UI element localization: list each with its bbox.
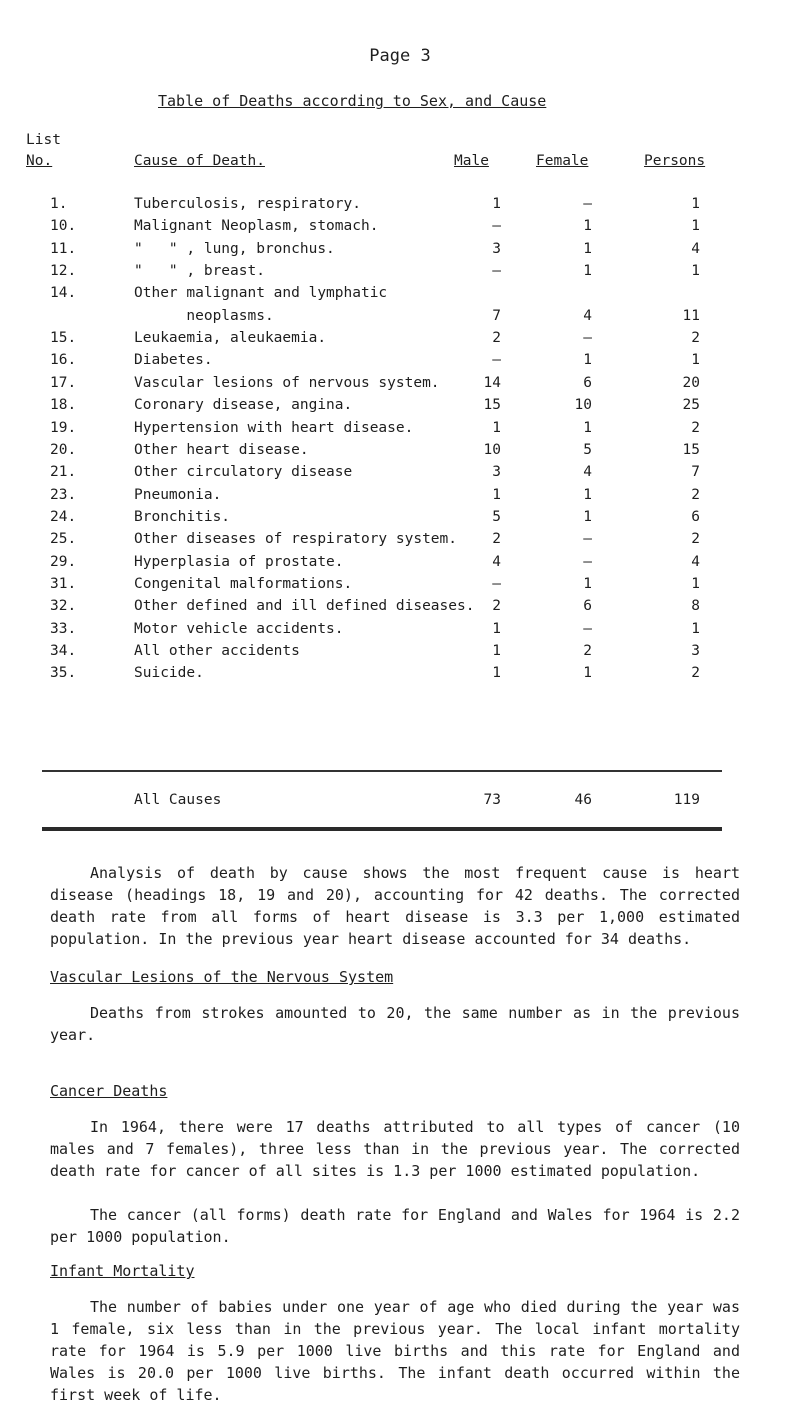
row-number: 17.: [50, 374, 77, 391]
row-female: –: [583, 620, 592, 637]
table-row: [0, 196, 800, 218]
row-persons: 4: [691, 553, 700, 570]
column-header-male: Male: [454, 153, 489, 169]
row-number: 1.: [50, 196, 68, 212]
table-row: [0, 330, 800, 352]
table-row: [0, 576, 800, 598]
row-male: –: [492, 575, 501, 592]
row-persons: 2: [691, 486, 700, 503]
row-female: 4: [583, 464, 592, 481]
row-number: 24.: [50, 508, 77, 525]
row-number: 10.: [50, 218, 77, 235]
row-persons: 15: [682, 441, 700, 458]
row-cause: Malignant Neoplasm, stomach.: [134, 218, 379, 235]
row-male: 14: [483, 374, 501, 391]
row-number: 16.: [50, 352, 77, 369]
row-male: 15: [483, 397, 501, 414]
row-cause: Diabetes.: [134, 352, 213, 369]
table-row: [0, 285, 800, 307]
row-female: –: [583, 196, 592, 212]
row-cause: Hypertension with heart disease.: [134, 419, 414, 436]
row-persons: 2: [691, 665, 700, 682]
row-cause: Other diseases of respiratory system.: [134, 531, 458, 548]
row-female: 1: [583, 575, 592, 592]
row-cause: Congenital malformations.: [134, 575, 353, 592]
row-persons: 6: [691, 508, 700, 525]
row-male: 3: [492, 240, 501, 257]
table-row: [0, 352, 800, 374]
row-female: 1: [583, 419, 592, 436]
row-male: 2: [492, 598, 501, 615]
table-row: [0, 665, 800, 687]
table-title: Table of Deaths according to Sex, and Cause: [158, 92, 547, 110]
row-persons: 1: [691, 263, 700, 280]
total-persons: 119: [673, 792, 700, 808]
row-cause: " " , lung, bronchus.: [134, 240, 335, 257]
vascular-heading: Vascular Lesions of the Nervous System: [50, 968, 394, 986]
cancer-heading: Cancer Deaths: [50, 1082, 168, 1100]
infant-heading: Infant Mortality: [50, 1262, 195, 1280]
row-number: 11.: [50, 240, 77, 257]
row-male: 2: [492, 330, 501, 347]
row-persons: 8: [691, 598, 700, 615]
row-number: 25.: [50, 531, 77, 548]
row-cause: " " , breast.: [134, 263, 265, 280]
row-persons: 1: [691, 620, 700, 637]
row-cause: Other circulatory disease: [134, 464, 353, 481]
table-row: [0, 487, 800, 509]
row-persons: 1: [691, 352, 700, 369]
row-persons: 25: [682, 397, 700, 414]
row-male: 1: [492, 643, 501, 659]
row-cause: Pneumonia.: [134, 486, 222, 503]
total-label: All Causes: [134, 792, 222, 808]
table-total-row: [0, 792, 800, 814]
row-cause: Coronary disease, angina.: [134, 397, 353, 414]
row-number: 18.: [50, 397, 77, 414]
total-male: 73: [483, 792, 501, 808]
row-male: 4: [492, 553, 501, 570]
row-cause: Other heart disease.: [134, 441, 309, 458]
table-row: [0, 308, 800, 330]
table-row: [0, 621, 800, 643]
row-male: 1: [492, 620, 501, 637]
cancer-paragraph-1: In 1964, there were 17 deaths attributed to all types of cancer (10 males and 7 females), three less than in the previous year. The corrected death rate for cancer of all sites is 1.3 per 1000 estimated population.: [50, 1118, 740, 1180]
row-persons: 1: [691, 218, 700, 235]
table-row: [0, 554, 800, 576]
table-divider-bottom: [42, 827, 722, 831]
row-male: 2: [492, 531, 501, 548]
table-row: [0, 420, 800, 442]
row-persons: 20: [682, 374, 700, 391]
row-persons: 3: [691, 643, 700, 659]
infant-paragraph: The number of babies under one year of age who died during the year was 1 female, six less than in the previous year. The local infant mortality rate for 1964 is 5.9 per 1000 live births and this rate for England and Wales is 20.0 per 1000 live births. The infant death occurred within the first week of life.: [50, 1298, 740, 1404]
table-row: [0, 643, 800, 665]
row-female: 10: [574, 397, 592, 414]
row-cause: Other defined and ill defined diseases.: [134, 598, 475, 615]
row-persons: 1: [691, 196, 700, 212]
row-number: 19.: [50, 419, 77, 436]
row-male: 5: [492, 508, 501, 525]
table-divider-top: [42, 770, 722, 772]
page-number: Page 3: [369, 46, 431, 66]
row-female: 5: [583, 441, 592, 458]
table-row: [0, 397, 800, 419]
column-header-female: Female: [536, 153, 589, 169]
row-female: 1: [583, 263, 592, 280]
row-female: 6: [583, 374, 592, 391]
column-header-cause: Cause of Death.: [134, 153, 265, 169]
row-male: 1: [492, 486, 501, 503]
row-number: 23.: [50, 486, 77, 503]
row-number: 32.: [50, 598, 77, 615]
row-male: 1: [492, 665, 501, 682]
row-number: 12.: [50, 263, 77, 280]
row-cause: All other accidents: [134, 643, 300, 659]
row-cause: Vascular lesions of nervous system.: [134, 374, 440, 391]
column-header-no: No.: [26, 153, 53, 169]
vascular-paragraph: Deaths from strokes amounted to 20, the same number as in the previous year.: [50, 1004, 740, 1044]
row-male: –: [492, 263, 501, 280]
row-female: 1: [583, 218, 592, 235]
table-row: [0, 531, 800, 553]
row-number: 31.: [50, 575, 77, 592]
table-row: [0, 509, 800, 531]
row-number: 35.: [50, 665, 77, 682]
row-cause: Suicide.: [134, 665, 204, 682]
row-male: –: [492, 218, 501, 235]
row-number: 14.: [50, 285, 77, 302]
row-female: 1: [583, 240, 592, 257]
row-female: 2: [583, 643, 592, 659]
row-number: 34.: [50, 643, 77, 659]
cancer-paragraph-2: The cancer (all forms) death rate for England and Wales for 1964 is 2.2 per 1000 population.: [50, 1206, 740, 1246]
row-male: –: [492, 352, 501, 369]
row-persons: 2: [691, 419, 700, 436]
row-persons: 2: [691, 531, 700, 548]
row-cause: Motor vehicle accidents.: [134, 620, 344, 637]
row-number: 21.: [50, 464, 77, 481]
row-male: 10: [483, 441, 501, 458]
row-number: 20.: [50, 441, 77, 458]
analysis-paragraph: Analysis of death by cause shows the most frequent cause is heart disease (headings 18, 19 and 20), accounting for 42 deaths. The corrected death rate from all forms of heart disease is 3.3 per 1,000 estimated population. In the previous year heart disease accounted for 34 deaths.: [50, 864, 740, 948]
row-cause: Hyperplasia of prostate.: [134, 553, 344, 570]
row-female: 4: [583, 307, 592, 324]
row-female: 1: [583, 352, 592, 369]
row-male: 1: [492, 419, 501, 436]
table-row: [0, 241, 800, 263]
table-row: [0, 442, 800, 464]
table-row: [0, 598, 800, 620]
row-number: 33.: [50, 620, 77, 637]
list-header-top: List: [26, 132, 61, 148]
row-female: –: [583, 330, 592, 347]
table-row: [0, 263, 800, 285]
row-male: 3: [492, 464, 501, 481]
row-number: 29.: [50, 553, 77, 570]
row-cause: Tuberculosis, respiratory.: [134, 196, 361, 212]
row-cause: neoplasms.: [134, 307, 274, 324]
row-male: 7: [492, 307, 501, 324]
row-persons: 2: [691, 330, 700, 347]
row-female: 1: [583, 508, 592, 525]
row-cause: Bronchitis.: [134, 508, 231, 525]
table-row: [0, 464, 800, 486]
row-number: 15.: [50, 330, 77, 347]
row-female: 1: [583, 665, 592, 682]
column-header-persons: Persons: [644, 153, 706, 169]
row-persons: 7: [691, 464, 700, 481]
table-row: [0, 218, 800, 240]
row-female: –: [583, 531, 592, 548]
total-female: 46: [574, 792, 592, 808]
row-female: 1: [583, 486, 592, 503]
table-row: [0, 375, 800, 397]
row-cause: Leukaemia, aleukaemia.: [134, 330, 327, 347]
row-persons: 1: [691, 575, 700, 592]
row-persons: 11: [682, 307, 700, 324]
row-female: 6: [583, 598, 592, 615]
row-male: 1: [492, 196, 501, 212]
row-female: –: [583, 553, 592, 570]
row-cause: Other malignant and lymphatic: [134, 285, 388, 302]
row-persons: 4: [691, 240, 700, 257]
